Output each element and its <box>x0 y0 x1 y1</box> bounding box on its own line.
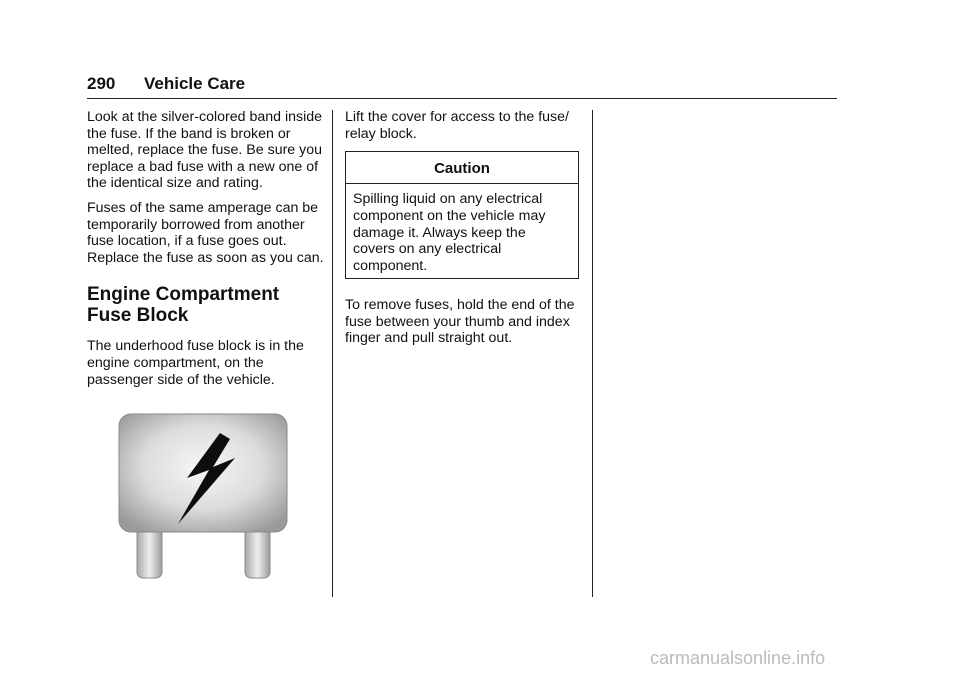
section-title: Vehicle Care <box>144 74 246 93</box>
column-divider-left <box>332 110 333 597</box>
page-number: 290 <box>87 74 116 93</box>
column-divider-right <box>592 110 593 597</box>
fuse-borrow-paragraph: Fuses of the same amperage can be temporarily borrowed from another fuse location, if a fuse goes out. Replace the fuse as soon as you can. <box>87 199 324 266</box>
page-header <box>87 72 837 99</box>
lift-cover-paragraph: Lift the cover for access to the fuse/ relay block. <box>345 109 569 142</box>
fuse-lightning-icon <box>118 413 288 581</box>
heading-line-1: Engine Compartment <box>87 284 280 306</box>
underhood-fuse-paragraph: The underhood fuse block is in the engine compartment, on the passenger side of the vehicle. <box>87 338 304 388</box>
left-column <box>87 109 327 396</box>
caution-text: Spilling liquid on any electrical component on the vehicle may damage it. Always keep the covers on any electrical component. <box>353 191 546 275</box>
remove-fuses-paragraph: To remove fuses, hold the end of the fuse between your thumb and index finger and pull straight out. <box>345 297 575 347</box>
engine-compartment-heading <box>87 284 327 326</box>
right-column <box>345 109 585 150</box>
caution-box <box>345 151 579 279</box>
fuse-inspection-paragraph: Look at the silver-colored band inside the fuse. If the band is broken or melted, replace the fuse. Be sure you replace a bad fuse with a new one of the identical size and rating. <box>87 109 323 192</box>
heading-line-2: Fuse Block <box>87 305 189 327</box>
watermark: carmanualsonline.info <box>650 648 826 668</box>
caution-title: Caution <box>346 152 578 184</box>
